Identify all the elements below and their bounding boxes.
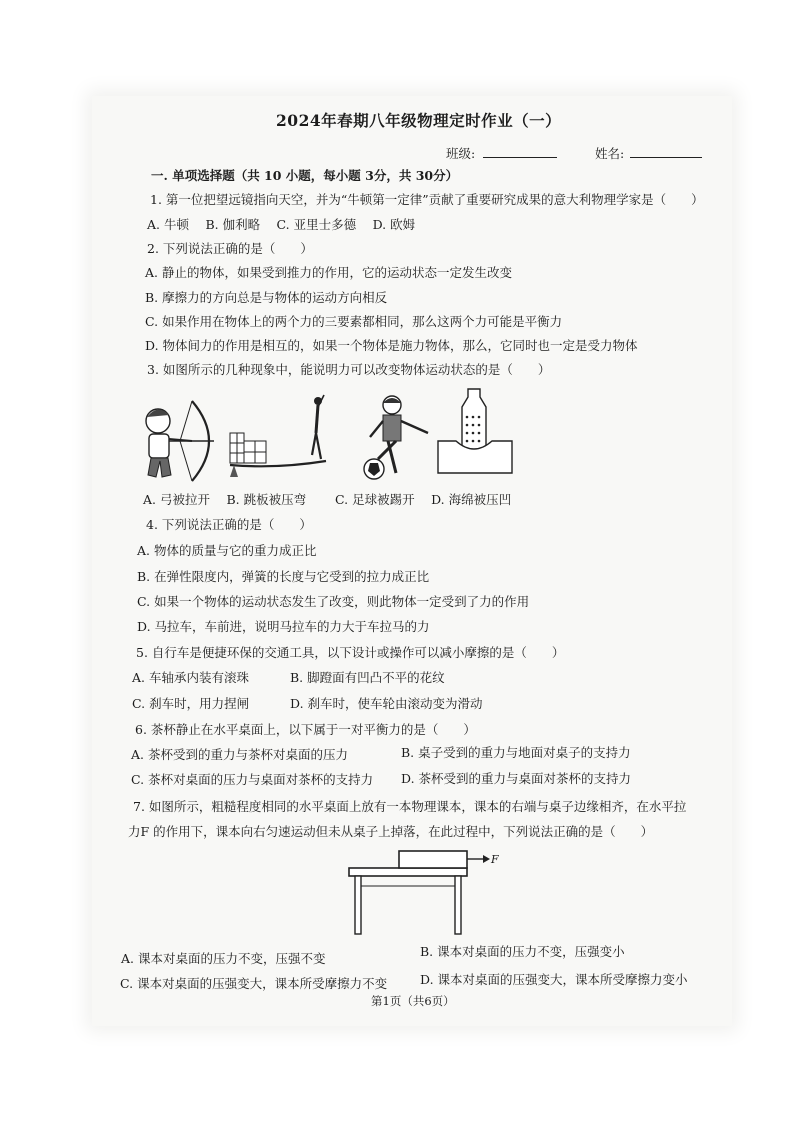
q7-option-d: D. 课本对桌面的压强变大，课本所受摩擦力变小 <box>420 972 688 987</box>
q1-stem: 1. 第一位把望远镜指向天空，并为“牛顿第一定律”贡献了重要研究成果的意大利物理学家是（ ） <box>150 192 704 207</box>
q2-option-c: C. 如果作用在物体上的两个力的三要素都相同，那么这两个力可能是平衡力 <box>145 314 563 329</box>
q6-option-b: B. 桌子受到的重力与地面对桌子的支持力 <box>401 745 631 760</box>
q7-stem-line2: 力F 的作用下，课本向右匀速运动但未从桌子上掉落，在此过程中，下列说法正确的是（ ） <box>128 824 654 839</box>
q5-option-d: D. 刹车时，使车轮由滚动变为滑动 <box>290 696 483 711</box>
q6-stem: 6. 茶杯静止在水平桌面上，以下属于一对平衡力的是（ ） <box>135 722 476 737</box>
q6-option-c: C. 茶杯对桌面的压力与桌面对茶杯的支持力 <box>131 772 374 787</box>
name-blank[interactable] <box>630 146 702 158</box>
q6-option-a: A. 茶杯受到的重力与茶杯对桌面的压力 <box>131 747 348 762</box>
q4-stem: 4. 下列说法正确的是（ ） <box>146 517 312 532</box>
section-heading: 一. 单项选择题（共 10 小题，每小题 3分，共 30分） <box>151 168 459 183</box>
page-title: 2024年春期八年级物理定时作业（一） <box>276 111 562 130</box>
q7-option-c: C. 课本对桌面的压强变大，课本所受摩擦力不变 <box>120 976 388 991</box>
sponge-bottle-figure <box>432 385 518 477</box>
q2-option-d: D. 物体间力的作用是相互的，如果一个物体是施力物体，那么，它同时也一定是受力物体 <box>145 338 638 353</box>
q2-stem: 2. 下列说法正确的是（ ） <box>147 241 313 256</box>
q6-option-d: D. 茶杯受到的重力与桌面对茶杯的支持力 <box>401 771 632 786</box>
force-label: F <box>491 853 499 866</box>
page-number: 第1页（共6页） <box>371 994 455 1008</box>
q2-option-b: B. 摩擦力的方向总是与物体的运动方向相反 <box>145 290 388 305</box>
bow-archer-figure <box>140 395 220 487</box>
q7-option-b: B. 课本对桌面的压力不变，压强变小 <box>420 944 625 959</box>
q1-options: A. 牛顿 B. 伽利略 C. 亚里士多德 D. 欧姆 <box>147 217 416 232</box>
q4-option-a: A. 物体的质量与它的重力成正比 <box>137 543 317 558</box>
q5-option-b: B. 脚蹬面有凹凸不平的花纹 <box>290 670 445 685</box>
q7-option-a: A. 课本对桌面的压力不变，压强不变 <box>121 951 326 966</box>
q5-option-c: C. 刹车时，用力捏闸 <box>132 696 250 711</box>
class-label: 班级: <box>446 146 476 161</box>
q4-option-b: B. 在弹性限度内，弹簧的长度与它受到的拉力成正比 <box>137 569 430 584</box>
q4-option-c: C. 如果一个物体的运动状态发生了改变，则此物体一定受到了力的作用 <box>137 594 530 609</box>
name-label: 姓名: <box>595 146 625 161</box>
diving-board-figure <box>226 393 336 483</box>
q5-option-a: A. 车轴承内装有滚珠 <box>132 670 249 685</box>
q3-options: A. 弓被拉开 B. 跳板被压弯 C. 足球被踢开 D. 海绵被压凹 <box>143 492 512 507</box>
class-blank[interactable] <box>483 146 557 158</box>
table-book-figure <box>345 842 505 938</box>
q5-stem: 5. 自行车是便捷环保的交通工具，以下设计或操作可以减小摩擦的是（ ） <box>136 645 565 660</box>
q3-stem: 3. 如图所示的几种现象中，能说明力可以改变物体运动状态的是（ ） <box>147 362 551 377</box>
q7-stem-line1: 7. 如图所示，粗糙程度相同的水平桌面上放有一本物理课本，课本的右端与桌子边缘相齐，在水平拉 <box>133 799 687 814</box>
football-kick-figure <box>356 393 436 485</box>
q2-option-a: A. 静止的物体，如果受到推力的作用，它的运动状态一定发生改变 <box>145 265 512 280</box>
q4-option-d: D. 马拉车，车前进，说明马拉车的力大于车拉马的力 <box>137 619 430 634</box>
